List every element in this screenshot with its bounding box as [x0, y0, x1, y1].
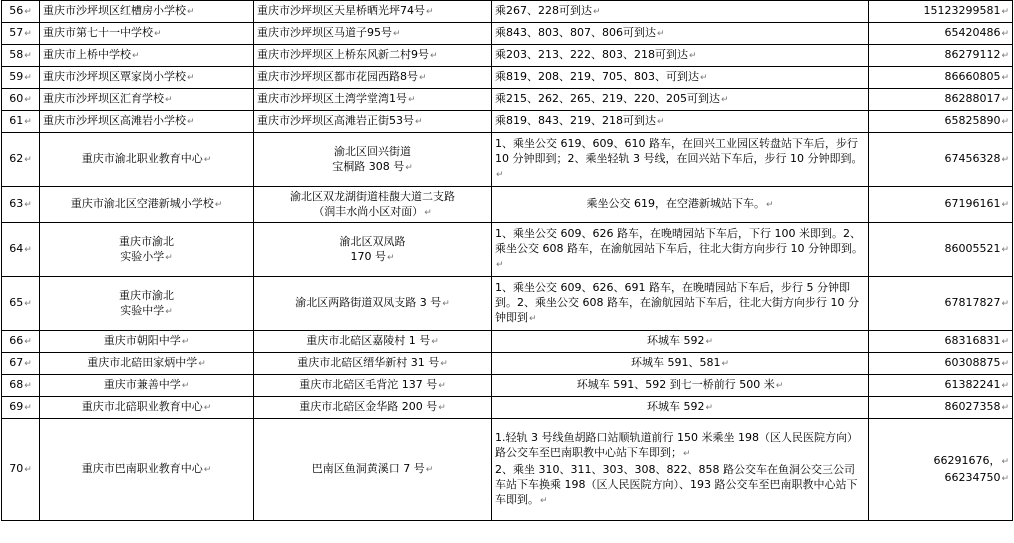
row-number-cell	[2, 419, 40, 521]
address-cell	[254, 89, 492, 111]
paragraph-mark-icon: ↵	[425, 465, 434, 475]
paragraph-mark-icon: ↵	[442, 299, 450, 309]
paragraph-mark-icon: ↵	[1001, 73, 1009, 83]
paragraph-mark-icon: ↵	[154, 29, 162, 39]
row-number-cell	[2, 1, 40, 23]
paragraph-mark-icon: ↵	[593, 7, 601, 17]
paragraph-mark-icon: ↵	[775, 381, 784, 391]
cell-text: 乘819、843、219、218可到达	[495, 114, 656, 127]
cell-text: 65	[9, 296, 24, 309]
paragraph-mark-icon: ↵	[1001, 473, 1009, 484]
school-name-cell	[40, 187, 254, 223]
phone-cell	[869, 223, 1013, 277]
cell-text: 重庆市沙坪坝区覃家岗小学校	[43, 70, 186, 83]
route-cell	[492, 223, 869, 277]
cell-text: 61382241	[944, 378, 1001, 391]
route-cell	[492, 45, 869, 67]
school-name-cell	[40, 331, 254, 353]
school-name-cell	[40, 67, 254, 89]
paragraph-mark-icon: ↵	[1001, 403, 1009, 413]
route-cell	[492, 1, 869, 23]
paragraph-mark-icon: ↵	[198, 359, 206, 369]
phone-cell	[869, 277, 1013, 331]
paragraph-mark-icon: ↵	[1001, 299, 1009, 309]
school-name-cell	[40, 375, 254, 397]
route-cell	[492, 375, 869, 397]
cell-line	[43, 249, 250, 266]
paragraph-mark-icon: ↵	[1001, 117, 1009, 127]
paragraph-mark-icon: ↵	[683, 449, 691, 459]
cell-text: 重庆市北碚区毛背沱 137 号	[299, 378, 438, 391]
table-row	[2, 23, 1013, 45]
cell-text: 环城车 591、581	[630, 356, 721, 369]
paragraph-mark-icon: ↵	[214, 200, 223, 210]
cell-text: 实验中学	[120, 303, 165, 317]
school-name-cell	[40, 89, 254, 111]
row-number-cell	[2, 45, 40, 67]
cell-text: 86288017	[944, 92, 1001, 105]
cell-text: 67817827	[944, 296, 1001, 309]
cell-text: 67456328	[944, 152, 1001, 165]
paragraph-mark-icon: ↵	[203, 155, 212, 165]
cell-text: 重庆市渝北区空港新城小学校	[70, 197, 214, 210]
school-table	[1, 0, 1013, 521]
cell-line	[257, 249, 488, 266]
school-name-cell	[40, 45, 254, 67]
table-row	[2, 397, 1013, 419]
cell-text: 65825890	[944, 114, 1001, 127]
route-cell	[492, 111, 869, 133]
table-row	[2, 353, 1013, 375]
school-name-cell	[40, 133, 254, 187]
phone-cell	[869, 133, 1013, 187]
table-row	[2, 187, 1013, 223]
paragraph-mark-icon: ↵	[1001, 359, 1009, 369]
address-cell	[254, 277, 492, 331]
phone-cell	[869, 419, 1013, 521]
paragraph-mark-icon: ↵	[419, 73, 427, 83]
school-name-cell	[40, 277, 254, 331]
route-cell	[492, 397, 869, 419]
school-name-cell	[40, 223, 254, 277]
table-row	[2, 111, 1013, 133]
cell-line	[495, 430, 865, 462]
table-row	[2, 133, 1013, 187]
paragraph-mark-icon: ↵	[165, 95, 173, 105]
paragraph-mark-icon: ↵	[1001, 200, 1009, 210]
row-number-cell	[2, 187, 40, 223]
cell-text: 57	[9, 26, 24, 39]
school-name-cell	[40, 419, 254, 521]
paragraph-mark-icon: ↵	[705, 337, 714, 347]
cell-text: 渝北区回兴街道	[334, 144, 411, 158]
cell-text: 重庆市沙坪坝区汇育学校	[43, 92, 164, 105]
paragraph-mark-icon: ↵	[540, 496, 548, 506]
address-cell	[254, 23, 492, 45]
cell-text: 乘843、803、807、806可到达	[495, 26, 656, 39]
cell-text: 重庆市沙坪坝区高滩岩小学校	[43, 114, 186, 127]
route-cell	[492, 353, 869, 375]
address-cell	[254, 223, 492, 277]
cell-text: 62	[9, 152, 24, 165]
cell-text: 64	[9, 242, 24, 255]
cell-line	[872, 453, 1009, 470]
paragraph-mark-icon: ↵	[24, 465, 32, 475]
paragraph-mark-icon: ↵	[24, 381, 32, 391]
address-cell	[254, 133, 492, 187]
paragraph-mark-icon: ↵	[1001, 337, 1009, 347]
table-row	[2, 89, 1013, 111]
paragraph-mark-icon: ↵	[1001, 381, 1009, 391]
address-cell	[254, 111, 492, 133]
cell-text: 66	[9, 334, 24, 347]
paragraph-mark-icon: ↵	[181, 337, 190, 347]
row-number-cell	[2, 397, 40, 419]
route-cell	[492, 187, 869, 223]
phone-cell	[869, 1, 1013, 23]
paragraph-mark-icon: ↵	[24, 299, 32, 309]
cell-text: 67196161	[944, 197, 1001, 210]
row-number-cell	[2, 375, 40, 397]
paragraph-mark-icon: ↵	[386, 252, 395, 263]
table-row	[2, 67, 1013, 89]
phone-cell	[869, 111, 1013, 133]
cell-text: 重庆市沙坪坝区高滩岩正街53号	[257, 114, 414, 127]
table-row	[2, 45, 1013, 67]
cell-text: 重庆市渝北	[119, 288, 174, 302]
cell-text: 乘坐公交 619，在空港新城站下车。	[586, 197, 765, 210]
school-name-cell	[40, 353, 254, 375]
table-row	[2, 375, 1013, 397]
row-number-cell	[2, 23, 40, 45]
cell-text: 66234750	[944, 470, 1001, 484]
cell-text: 66291676，	[933, 453, 1001, 467]
address-cell	[254, 331, 492, 353]
paragraph-mark-icon: ↵	[181, 381, 190, 391]
cell-text: 58	[9, 48, 24, 61]
paragraph-mark-icon: ↵	[688, 51, 697, 61]
cell-text: 重庆市兼善中学	[103, 378, 181, 391]
route-cell	[492, 23, 869, 45]
cell-line	[43, 303, 250, 320]
paragraph-mark-icon: ↵	[721, 359, 730, 369]
cell-text: 68	[9, 378, 24, 391]
cell-text: 重庆市上桥中学校	[43, 48, 131, 61]
cell-line	[257, 204, 488, 221]
paragraph-mark-icon: ↵	[529, 314, 537, 324]
table-row	[2, 1, 1013, 23]
paragraph-mark-icon: ↵	[656, 117, 665, 127]
route-cell	[492, 419, 869, 521]
cell-text: 重庆市沙坪坝区天星桥晒光坪74号	[257, 4, 425, 17]
address-cell	[254, 45, 492, 67]
cell-text: 环城车 592	[646, 400, 705, 413]
cell-text: 1、乘坐公交 609、626 路车，在晚晴园站下车后，下行 100 米即到。2、乘坐公交 608 路车，在渝航园站下车后，往北大街方向步行 10 分钟即到。	[495, 227, 863, 255]
paragraph-mark-icon: ↵	[440, 359, 448, 369]
paragraph-mark-icon: ↵	[438, 381, 446, 391]
paragraph-mark-icon: ↵	[24, 155, 32, 165]
row-number-cell	[2, 223, 40, 277]
table-row	[2, 223, 1013, 277]
cell-text: 69	[9, 400, 24, 413]
cell-text: 15123299581	[923, 4, 1001, 17]
cell-text: 乘819、208、219、705、803、可到达	[495, 70, 699, 83]
paragraph-mark-icon: ↵	[24, 403, 32, 413]
address-cell	[254, 187, 492, 223]
address-cell	[254, 419, 492, 521]
cell-text: 63	[9, 197, 24, 210]
paragraph-mark-icon: ↵	[1001, 7, 1009, 17]
address-cell	[254, 67, 492, 89]
address-cell	[254, 353, 492, 375]
paragraph-mark-icon: ↵	[24, 359, 32, 369]
paragraph-mark-icon: ↵	[24, 73, 32, 83]
paragraph-mark-icon: ↵	[765, 200, 774, 210]
cell-text: 重庆市北碚区金华路 200 号	[299, 400, 438, 413]
paragraph-mark-icon: ↵	[24, 7, 32, 17]
cell-text: 重庆市北碚区嘉陵村 1 号	[306, 334, 431, 347]
paragraph-mark-icon: ↵	[426, 7, 434, 17]
paragraph-mark-icon: ↵	[720, 95, 729, 105]
paragraph-mark-icon: ↵	[24, 95, 32, 105]
cell-text: 2、乘坐 310、311、303、308、822、858 路公交车在鱼洞公交三公司车站下车换乘 198（区人民医院方向）、193 路公交车至巴南职教中心站下车即到。	[495, 463, 858, 506]
paragraph-mark-icon: ↵	[393, 29, 401, 39]
cell-text: 61	[9, 114, 24, 127]
phone-cell	[869, 89, 1013, 111]
paragraph-mark-icon: ↵	[430, 51, 438, 61]
paragraph-mark-icon: ↵	[165, 252, 173, 263]
cell-text: 重庆市第七十一中学校	[43, 26, 153, 39]
paragraph-mark-icon: ↵	[203, 465, 212, 475]
paragraph-mark-icon: ↵	[165, 306, 173, 317]
paragraph-mark-icon: ↵	[438, 403, 446, 413]
cell-text: 重庆市沙坪坝区土湾学堂湾1号	[257, 92, 407, 105]
paragraph-mark-icon: ↵	[24, 117, 32, 127]
paragraph-mark-icon: ↵	[203, 403, 212, 413]
cell-text: 重庆市朝阳中学	[103, 334, 181, 347]
phone-cell	[869, 187, 1013, 223]
cell-text: 重庆市北碚职业教育中心	[81, 400, 203, 413]
cell-text: 重庆市北碚田家炳中学	[87, 356, 198, 369]
phone-cell	[869, 23, 1013, 45]
school-name-cell	[40, 397, 254, 419]
school-name-cell	[40, 23, 254, 45]
cell-text: 乘215、262、265、219、220、205可到达	[495, 92, 720, 105]
address-cell	[254, 1, 492, 23]
phone-cell	[869, 331, 1013, 353]
cell-line	[872, 470, 1009, 487]
cell-text: 60308875	[944, 356, 1001, 369]
paragraph-mark-icon: ↵	[1001, 456, 1009, 467]
cell-text: 56	[9, 4, 24, 17]
cell-text: 65420486	[944, 26, 1001, 39]
row-number-cell	[2, 67, 40, 89]
paragraph-mark-icon: ↵	[415, 117, 423, 127]
cell-text: 乘203、213、222、803、218可到达	[495, 48, 688, 61]
paragraph-mark-icon: ↵	[1001, 245, 1009, 255]
cell-text: 重庆市沙坪坝区上桥东风新二村9号	[257, 48, 429, 61]
paragraph-mark-icon: ↵	[699, 73, 708, 83]
address-cell	[254, 397, 492, 419]
cell-text: 乘267、228可到达	[495, 4, 592, 17]
cell-text: 重庆市北碚区缙华新村 31 号	[297, 356, 440, 369]
cell-text: 环城车 592	[646, 334, 705, 347]
cell-text: 86279112	[944, 48, 1001, 61]
paragraph-mark-icon: ↵	[705, 403, 714, 413]
cell-text: 86005521	[944, 242, 1001, 255]
route-cell	[492, 89, 869, 111]
paragraph-mark-icon: ↵	[1001, 51, 1009, 61]
paragraph-mark-icon: ↵	[187, 73, 195, 83]
cell-text: 环城车 591、592 到七一桥前行 500 米	[576, 378, 775, 391]
cell-text: 实验小学	[120, 249, 165, 263]
route-cell	[492, 277, 869, 331]
paragraph-mark-icon: ↵	[24, 29, 32, 39]
cell-text: 重庆市沙坪坝区红槽房小学校	[43, 4, 186, 17]
cell-line	[257, 159, 488, 176]
row-number-cell	[2, 89, 40, 111]
paragraph-mark-icon: ↵	[24, 51, 32, 61]
cell-text: 67	[9, 356, 24, 369]
row-number-cell	[2, 277, 40, 331]
paragraph-mark-icon: ↵	[24, 337, 32, 347]
route-cell	[492, 133, 869, 187]
paragraph-mark-icon: ↵	[24, 245, 32, 255]
route-cell	[492, 331, 869, 353]
address-cell	[254, 375, 492, 397]
phone-cell	[869, 45, 1013, 67]
cell-text: 86027358	[944, 400, 1001, 413]
cell-text: 60	[9, 92, 24, 105]
cell-text: 86660805	[944, 70, 1001, 83]
paragraph-mark-icon: ↵	[132, 51, 140, 61]
school-name-cell	[40, 111, 254, 133]
cell-text: 70	[9, 462, 24, 475]
cell-text: 渝北区两路街道双凤支路 3 号	[295, 296, 442, 309]
row-number-cell	[2, 133, 40, 187]
row-number-cell	[2, 111, 40, 133]
table-row	[2, 277, 1013, 331]
cell-text: 59	[9, 70, 24, 83]
cell-text: 1、乘坐公交 609、626、691 路车，在晚晴园站下车后，步行 5 分钟即到。2、乘坐公交 608 路车，在渝航园站下车后，往北大街方向步行 10 分钟即到	[495, 281, 859, 324]
cell-text: 宝桐路 308 号	[332, 159, 405, 173]
cell-text: 重庆市沙坪坝区都市花园西路8号	[257, 70, 418, 83]
paragraph-mark-icon: ↵	[24, 200, 32, 210]
row-number-cell	[2, 331, 40, 353]
row-number-cell	[2, 353, 40, 375]
cell-text: 重庆市沙坪坝区马道子95号	[257, 26, 392, 39]
school-name-cell	[40, 1, 254, 23]
cell-text: 渝北区双龙湖街道桂馥大道二支路	[290, 189, 455, 203]
phone-cell	[869, 375, 1013, 397]
paragraph-mark-icon: ↵	[1001, 95, 1009, 105]
paragraph-mark-icon: ↵	[1001, 29, 1009, 39]
route-cell	[492, 67, 869, 89]
cell-text: 重庆市巴南职业教育中心	[81, 462, 203, 475]
paragraph-mark-icon: ↵	[1001, 155, 1009, 165]
phone-cell	[869, 353, 1013, 375]
paragraph-mark-icon: ↵	[405, 162, 413, 173]
cell-line	[495, 462, 865, 509]
paragraph-mark-icon: ↵	[187, 117, 195, 127]
paragraph-mark-icon: ↵	[431, 337, 439, 347]
paragraph-mark-icon: ↵	[656, 29, 665, 39]
cell-text: 渝北区双凤路	[339, 234, 406, 248]
cell-text: 重庆市渝北职业教育中心	[81, 152, 203, 165]
cell-text: 巴南区鱼洞黄溪口 7 号	[311, 462, 425, 475]
phone-cell	[869, 67, 1013, 89]
paragraph-mark-icon: ↵	[424, 207, 432, 218]
cell-text: 170 号	[350, 249, 386, 263]
cell-text: 1、乘坐公交 619、609、610 路车，在回兴工业园区转盘站下车后，步行 10 分钟即到；2、乘坐轻轨 3 号线，在回兴站下车后，步行 10 分钟即到。	[495, 137, 863, 165]
cell-text: 68316831	[944, 334, 1001, 347]
paragraph-mark-icon: ↵	[496, 260, 504, 270]
table-row	[2, 419, 1013, 521]
table-row	[2, 331, 1013, 353]
paragraph-mark-icon: ↵	[496, 170, 504, 180]
cell-text: 1.轻轨 3 号线鱼胡路口站顺轨道前行 150 米乘坐 198（区人民医院方向）路公交车至巴南职教中心站下车即到；	[495, 431, 858, 459]
cell-text: 重庆市渝北	[119, 234, 174, 248]
cell-text: （润丰水尚小区对面）	[313, 204, 424, 218]
paragraph-mark-icon: ↵	[408, 95, 416, 105]
phone-cell	[869, 397, 1013, 419]
paragraph-mark-icon: ↵	[187, 7, 195, 17]
